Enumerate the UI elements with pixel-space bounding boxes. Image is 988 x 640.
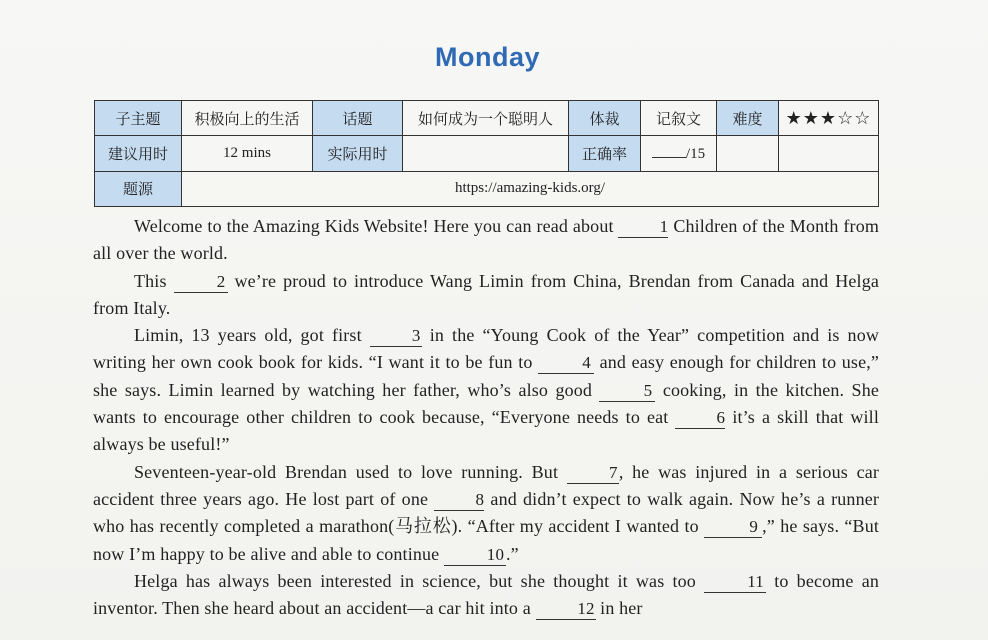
paragraph-4 <box>93 459 879 568</box>
blank-1[interactable]: 1 <box>618 217 668 238</box>
blank-5[interactable]: 5 <box>599 381 655 402</box>
text: , he was injured in a serious car accident three years ago. He lost part of one <box>93 461 879 509</box>
difficulty-label: 难度 <box>717 101 779 136</box>
topic-value: 如何成为一个聪明人 <box>403 101 569 136</box>
text: and didn’t expect to walk again. Now he’s a runner who has recently completed a marathon(马拉松). “After my accident I wanted to <box>93 488 879 537</box>
actual-time-label: 实际用时 <box>313 136 403 171</box>
accuracy-label: 正确率 <box>569 136 641 171</box>
page-title: Monday <box>434 42 540 72</box>
text: Children of the Month from all over the world. <box>93 216 879 264</box>
info-row-1 <box>95 101 879 136</box>
blank-11[interactable]: 11 <box>704 572 766 593</box>
info-table <box>94 100 879 207</box>
actual-time-field[interactable] <box>403 136 569 171</box>
text: Seventeen-year-old Brendan used to love running. But <box>134 461 567 482</box>
blank-10[interactable]: 10 <box>444 545 506 566</box>
text: ,” he says. “But now I’m happy to be alive and able to continue <box>93 516 880 564</box>
source-label: 题源 <box>95 171 182 206</box>
text: it’s a skill that will always be useful!” <box>93 407 879 455</box>
paragraph-3 <box>93 322 879 458</box>
accuracy-blank[interactable] <box>652 143 686 158</box>
subtopic-label: 子主题 <box>95 101 182 136</box>
text: in her <box>595 598 643 619</box>
empty-cell-1 <box>717 136 779 171</box>
blank-12[interactable]: 12 <box>536 599 596 620</box>
blank-6[interactable]: 6 <box>675 408 725 429</box>
info-row-2 <box>95 136 879 171</box>
text: and easy enough for children to use,” she says. Limin learned by watching her father, who’s also good <box>93 352 880 400</box>
blank-9[interactable]: 9 <box>704 517 762 538</box>
accuracy-total: /15 <box>685 146 706 163</box>
genre-value: 记叙文 <box>641 101 717 136</box>
text: .” <box>505 543 519 564</box>
text: Helga has always been interested in science, but she thought it was too <box>134 570 705 591</box>
reading-passage <box>93 213 879 622</box>
difficulty-stars: ★★★☆☆ <box>779 101 879 136</box>
genre-label: 体裁 <box>569 101 641 136</box>
blank-4[interactable]: 4 <box>538 353 594 374</box>
accuracy-field[interactable] <box>641 136 717 171</box>
paragraph-2 <box>93 268 879 323</box>
blank-7[interactable]: 7 <box>567 463 619 484</box>
blank-2[interactable]: 2 <box>174 272 228 293</box>
text: Limin, 13 years old, got first <box>134 325 370 346</box>
suggested-time-label: 建议用时 <box>95 136 182 171</box>
paragraph-5 <box>93 568 879 623</box>
text: This <box>134 270 174 291</box>
paragraph-1 <box>93 213 879 268</box>
suggested-time-value: 12 mins <box>182 136 313 171</box>
blank-8[interactable]: 8 <box>434 490 484 511</box>
subtopic-value: 积极向上的生活 <box>182 101 313 136</box>
text: cooking, in the kitchen. She wants to encourage other children to cook because, “Everyone needs to eat <box>93 379 880 428</box>
text: in the “Young Cook of the Year” competition and is now writing her own cook book for kids. “I want it to be fun to <box>93 325 880 373</box>
empty-cell-2 <box>779 136 879 171</box>
blank-3[interactable]: 3 <box>370 326 422 347</box>
topic-label: 话题 <box>313 101 403 136</box>
text: we’re proud to introduce Wang Limin from China, Brendan from Canada and Helga from Italy. <box>93 270 879 318</box>
text: Welcome to the Amazing Kids Website! Here you can read about <box>134 216 619 236</box>
source-url: https://amazing-kids.org/ <box>182 171 879 206</box>
info-row-3 <box>95 171 879 206</box>
text: to become an inventor. Then she heard about an accident—a car hit into a <box>93 570 879 619</box>
